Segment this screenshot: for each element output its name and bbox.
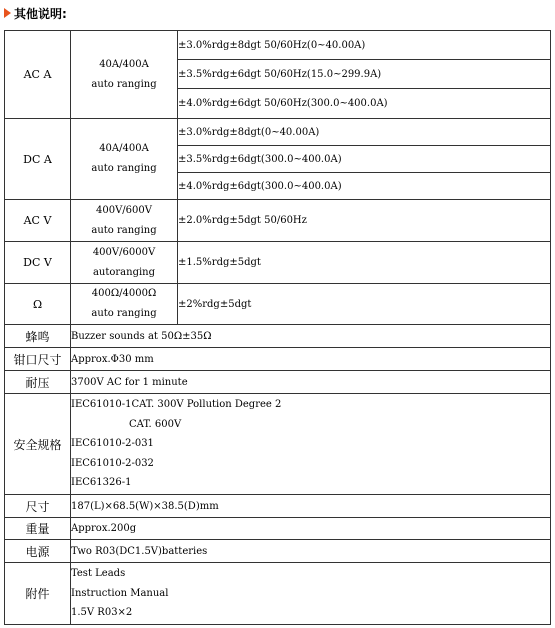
accessory-line-3: 1.5V R03×2: [71, 607, 133, 619]
dc-v-range-value: 400V/6000V: [92, 246, 156, 258]
table-row: [5, 348, 551, 371]
table-row: [5, 495, 551, 518]
table-row: [5, 563, 551, 625]
table-row: [5, 371, 551, 394]
table-row: [5, 394, 551, 495]
accessories-value: [71, 563, 551, 625]
withstand-value: 3700V AC for 1 minute: [71, 371, 551, 394]
safety-line-1: IEC61010-1CAT. 300V Pollution Degree 2: [71, 399, 282, 411]
safety-line-3: IEC61010-2-031: [71, 438, 154, 450]
accessory-line-1: Test Leads: [71, 568, 126, 580]
table-row: [5, 242, 551, 284]
safety-label: 安全规格: [5, 394, 71, 495]
ac-v-label: AC V: [5, 200, 71, 242]
accessories-label: 附件: [5, 563, 71, 625]
ac-a-spec-2: ±3.5%rdg±6dgt 50/60Hz(15.0~299.9A): [178, 60, 551, 89]
weight-value: Approx.200g: [71, 518, 551, 540]
table-row: [5, 284, 551, 325]
table-row: [5, 119, 551, 146]
ac-v-range-mode: auto ranging: [91, 224, 157, 236]
dc-a-spec-1: ±3.0%rdg±8dgt(0~40.00A): [178, 119, 551, 146]
dc-a-range-value: 40A/400A: [99, 143, 149, 154]
size-value: 187(L)×68.5(W)×38.5(D)mm: [71, 495, 551, 518]
ohm-label: Ω: [5, 284, 71, 325]
accessory-line-2: Instruction Manual: [71, 587, 169, 599]
section-heading-text: 其他说明:: [14, 6, 67, 21]
safety-value: [71, 394, 551, 495]
ac-a-range-mode: auto ranging: [91, 78, 157, 90]
ohm-range-mode: auto ranging: [91, 308, 157, 319]
safety-line-4: IEC61010-2-032: [71, 457, 154, 469]
section-heading: [4, 4, 67, 22]
dc-v-range-mode: autoranging: [92, 266, 156, 278]
dc-a-spec-2: ±3.5%rdg±6dgt(300.0~400.0A): [178, 146, 551, 173]
dc-a-label: DC A: [5, 119, 71, 200]
dc-a-range: [71, 119, 178, 200]
withstand-label: 耐压: [5, 371, 71, 394]
ohm-range-value: 400Ω/4000Ω: [91, 288, 157, 299]
jaw-size-value: Approx.Φ30 mm: [71, 348, 551, 371]
triangle-bullet-icon: [4, 8, 11, 18]
ac-a-spec-3: ±4.0%rdg±6dgt 50/60Hz(300.0~400.0A): [178, 89, 551, 119]
table-row: [5, 540, 551, 563]
jaw-size-label: 钳口尺寸: [5, 348, 71, 371]
dc-v-range: [71, 242, 178, 284]
size-label: 尺寸: [5, 495, 71, 518]
ohm-spec: ±2%rdg±5dgt: [178, 284, 551, 325]
safety-line-2: CAT. 600V: [129, 418, 182, 430]
dc-v-label: DC V: [5, 242, 71, 284]
table-row: [5, 325, 551, 348]
safety-line-5: IEC61326-1: [71, 477, 132, 489]
dc-a-spec-3: ±4.0%rdg±6dgt(300.0~400.0A): [178, 173, 551, 200]
ac-v-spec: ±2.0%rdg±5dgt 50/60Hz: [178, 200, 551, 242]
ac-a-spec-1: ±3.0%rdg±8dgt 50/60Hz(0~40.00A): [178, 31, 551, 60]
buzzer-value: Buzzer sounds at 50Ω±35Ω: [71, 325, 551, 348]
ac-v-range-value: 400V/600V: [96, 204, 152, 216]
dc-v-spec: ±1.5%rdg±5dgt: [178, 242, 551, 284]
ac-a-range-value: 40A/400A: [99, 58, 149, 70]
power-label: 电源: [5, 540, 71, 563]
ac-v-range: [71, 200, 178, 242]
table-row: [5, 31, 551, 60]
ac-a-label: AC A: [5, 31, 71, 119]
power-value: Two R03(DC1.5V)batteries: [71, 540, 551, 563]
specification-table: [4, 30, 551, 625]
table-row: [5, 200, 551, 242]
ac-a-range: [71, 31, 178, 119]
ohm-range: [71, 284, 178, 325]
weight-label: 重量: [5, 518, 71, 540]
table-row: [5, 518, 551, 540]
buzzer-label: 蜂鸣: [5, 325, 71, 348]
dc-a-range-mode: auto ranging: [91, 163, 157, 174]
